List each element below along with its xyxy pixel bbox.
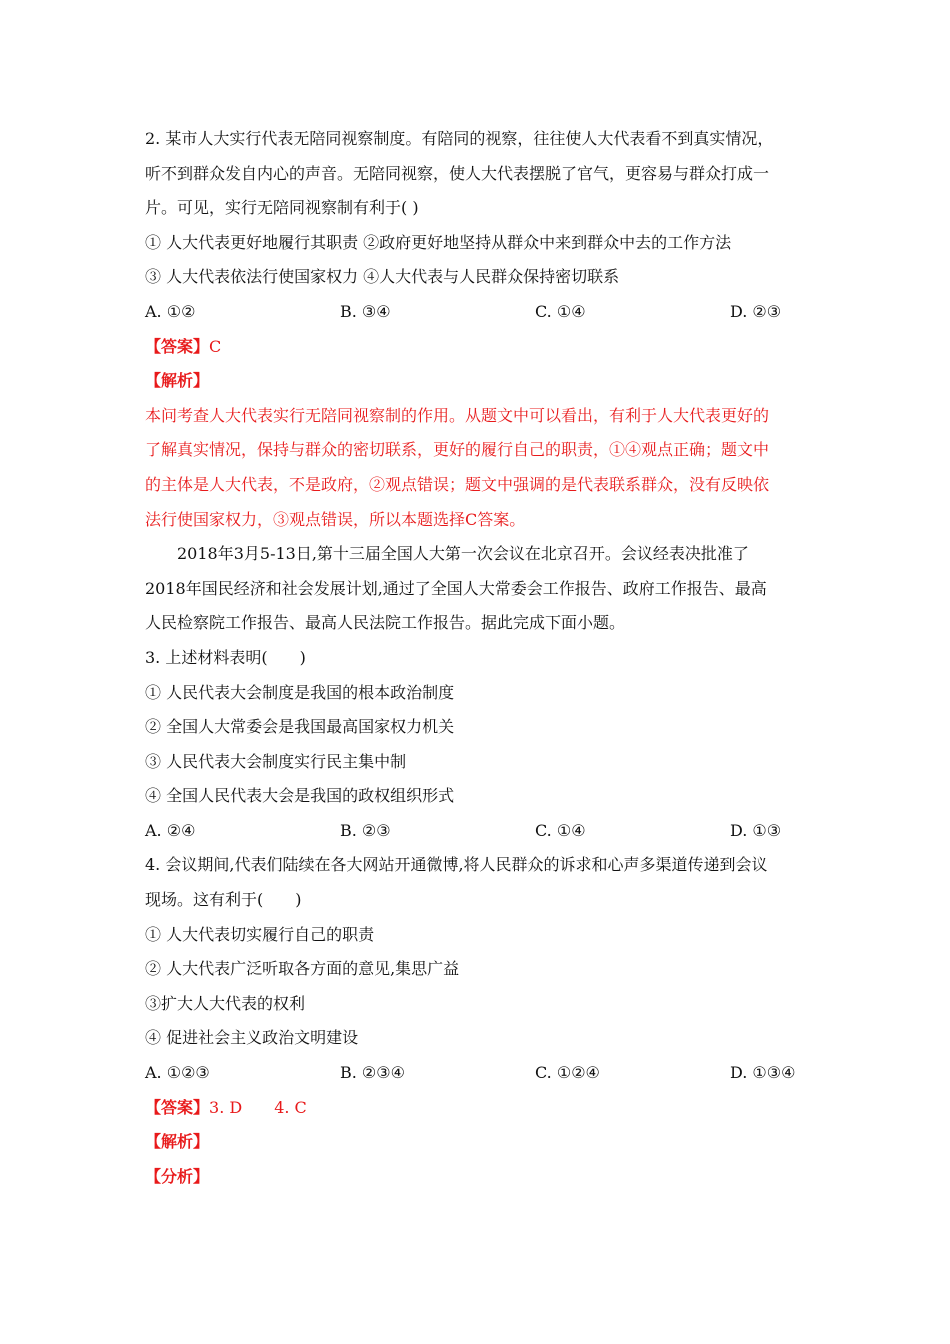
q3-item: ③ 人民代表大会制度实行民主集中制 xyxy=(145,751,407,771)
q2-analysis-line: 法行使国家权力，③观点错误，所以本题选择C答案。 xyxy=(145,509,526,529)
answer-value: C xyxy=(209,336,222,356)
q4-stem-line: 现场。这有利于( ) xyxy=(145,890,302,910)
q4-item: ② 人大代表广泛听取各方面的意见,集思广益 xyxy=(145,959,460,979)
document-page xyxy=(145,122,810,1194)
q3-option-c: C. ①④ xyxy=(535,820,586,840)
q3-option-b: B. ②③ xyxy=(340,820,391,840)
q4-item: ① 人大代表切实履行自己的职责 xyxy=(145,924,375,944)
q3-option-a: A. ②④ xyxy=(145,820,196,840)
material-line: 人民检察院工作报告、最高人民法院工作报告。据此完成下面小题。 xyxy=(145,613,626,633)
q2-item-line: ① 人大代表更好地履行其职责 ②政府更好地坚持从群众中来到群众中去的工作方法 xyxy=(145,232,732,252)
q2-analysis-line: 了解真实情况，保持与群众的密切联系，更好的履行自己的职责，①④观点正确；题文中 xyxy=(145,440,770,460)
q4-option-b: B. ②③④ xyxy=(340,1063,405,1083)
q2-option-d: D. ②③ xyxy=(730,301,782,321)
q34-answer xyxy=(145,1091,810,1126)
question-4 xyxy=(145,848,810,1194)
q3-option-d: D. ①③ xyxy=(730,820,782,840)
q2-answer xyxy=(145,330,810,365)
q4-option-d: D. ①③④ xyxy=(730,1063,796,1083)
q2-item-line: ③ 人大代表依法行使国家权力 ④人大代表与人民群众保持密切联系 xyxy=(145,267,620,287)
q2-analysis-line: 的主体是人大代表，不是政府，②观点错误；题文中强调的是代表联系群众，没有反映依 xyxy=(145,474,770,494)
q2-option-a: A. ①② xyxy=(145,301,196,321)
q4-item: ④ 促进社会主义政治文明建设 xyxy=(145,1028,359,1048)
q2-stem-line: 听不到群众发自内心的声音。无陪同视察，使人大代表摆脱了官气，更容易与群众打成一 xyxy=(145,163,770,183)
material-line: 2018年3月5-13日,第十三届全国人大第一次会议在北京召开。会议经表决批准了 xyxy=(177,544,749,564)
material-passage xyxy=(145,537,810,641)
q3-item: ② 全国人大常委会是我国最高国家权力机关 xyxy=(145,717,455,737)
q3-options xyxy=(145,814,810,849)
q3-item: ④ 全国人民代表大会是我国的政权组织形式 xyxy=(145,786,455,806)
q2-analysis-line: 本问考查人大代表实行无陪同视察制的作用。从题文中可以看出，有利于人大代表更好的 xyxy=(145,405,770,425)
material-line: 2018年国民经济和社会发展计划,通过了全国人大常委会工作报告、政府工作报告、最高 xyxy=(145,578,767,598)
q4-stem-line: 4. 会议期间,代表们陆续在各大网站开通微博,将人民群众的诉求和心声多渠道传递到会议 xyxy=(145,855,768,875)
question-3 xyxy=(145,641,810,849)
answer-value: 3. D 4. C xyxy=(209,1097,307,1117)
q4-item: ③扩大人大代表的权利 xyxy=(145,993,306,1013)
q3-item: ① 人民代表大会制度是我国的根本政治制度 xyxy=(145,682,455,702)
answer-tag: 【答案】 xyxy=(145,1097,210,1117)
question-2 xyxy=(145,122,810,537)
q2-options xyxy=(145,295,810,330)
q2-stem-line: 2. 某市人大实行代表无陪同视察制度。有陪同的视察，往往使人大代表看不到真实情况， xyxy=(145,129,774,148)
q2-stem-line: 片。可见，实行无陪同视察制有利于( ) xyxy=(145,198,419,218)
q3-stem: 3. 上述材料表明( ) xyxy=(145,647,306,667)
analysis-tag: 【解析】 xyxy=(145,1132,210,1152)
q4-options xyxy=(145,1056,810,1091)
q4-option-a: A. ①②③ xyxy=(145,1063,210,1083)
answer-tag: 【答案】 xyxy=(145,336,210,356)
q2-option-c: C. ①④ xyxy=(535,301,586,321)
analysis-tag: 【解析】 xyxy=(145,371,210,391)
q2-option-b: B. ③④ xyxy=(340,301,391,321)
q4-option-c: C. ①②④ xyxy=(535,1063,600,1083)
fenxi-tag: 【分析】 xyxy=(145,1166,210,1186)
